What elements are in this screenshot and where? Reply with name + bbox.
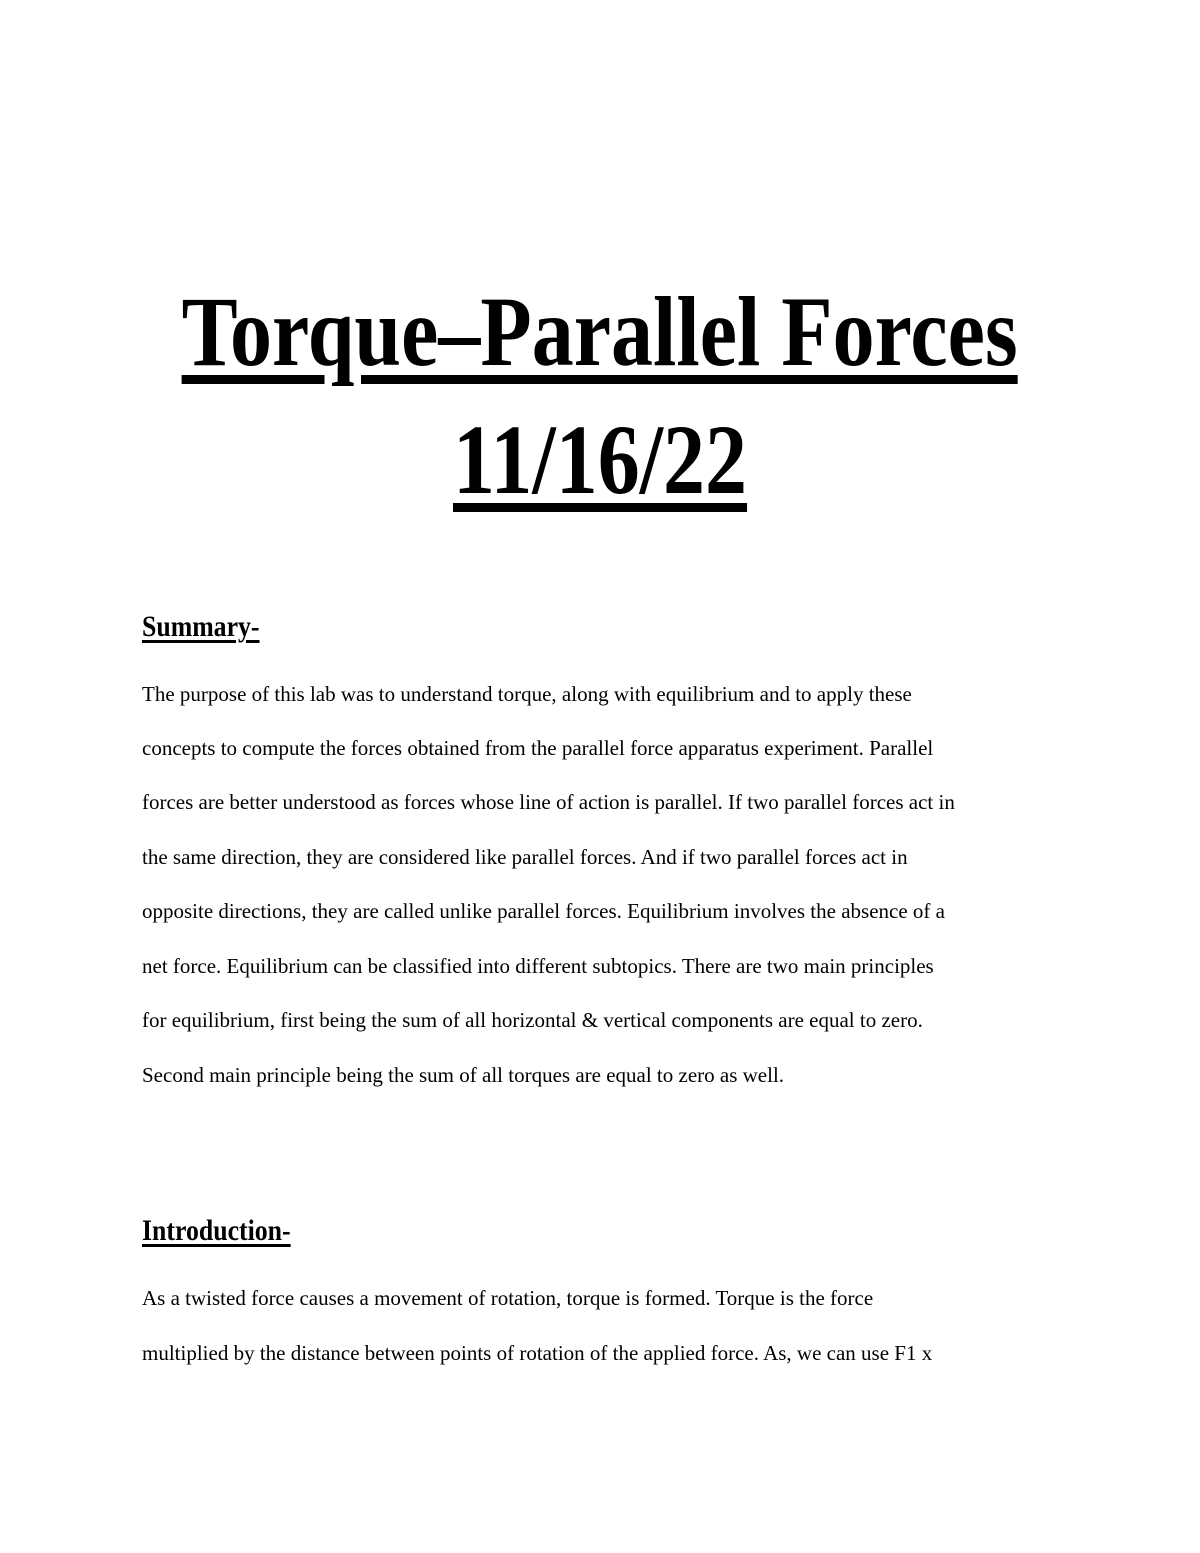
summary-heading: Summary- [142, 610, 260, 643]
summary-line: concepts to compute the forces obtained from the parallel force apparatus experiment. Parallel [142, 736, 934, 760]
document-date [0, 404, 1200, 515]
introduction-heading: Introduction- [142, 1214, 291, 1247]
summary-line: net force. Equilibrium can be classified into different subtopics. There are two main principles [142, 954, 934, 978]
summary-line: for equilibrium, first being the sum of all horizontal & vertical components are equal to zero. [142, 1008, 923, 1032]
introduction-line: As a twisted force causes a movement of rotation, torque is formed. Torque is the force [142, 1286, 874, 1310]
summary-line: opposite directions, they are called unlike parallel forces. Equilibrium involves the absence of a [142, 899, 945, 923]
summary-line: The purpose of this lab was to understand torque, along with equilibrium and to apply these [142, 682, 912, 706]
summary-line: forces are better understood as forces whose line of action is parallel. If two parallel forces act in [142, 790, 955, 814]
date-text: 11/16/22 [452, 404, 748, 515]
title-text: Torque–Parallel Forces [181, 276, 1019, 387]
summary-line: Second main principle being the sum of all torques are equal to zero as well. [142, 1063, 785, 1087]
introduction-line: multiplied by the distance between points of rotation of the applied force. As, we can use F1 x [142, 1341, 933, 1365]
summary-line: the same direction, they are considered like parallel forces. And if two parallel forces act in [142, 845, 908, 869]
document-title [0, 276, 1200, 387]
